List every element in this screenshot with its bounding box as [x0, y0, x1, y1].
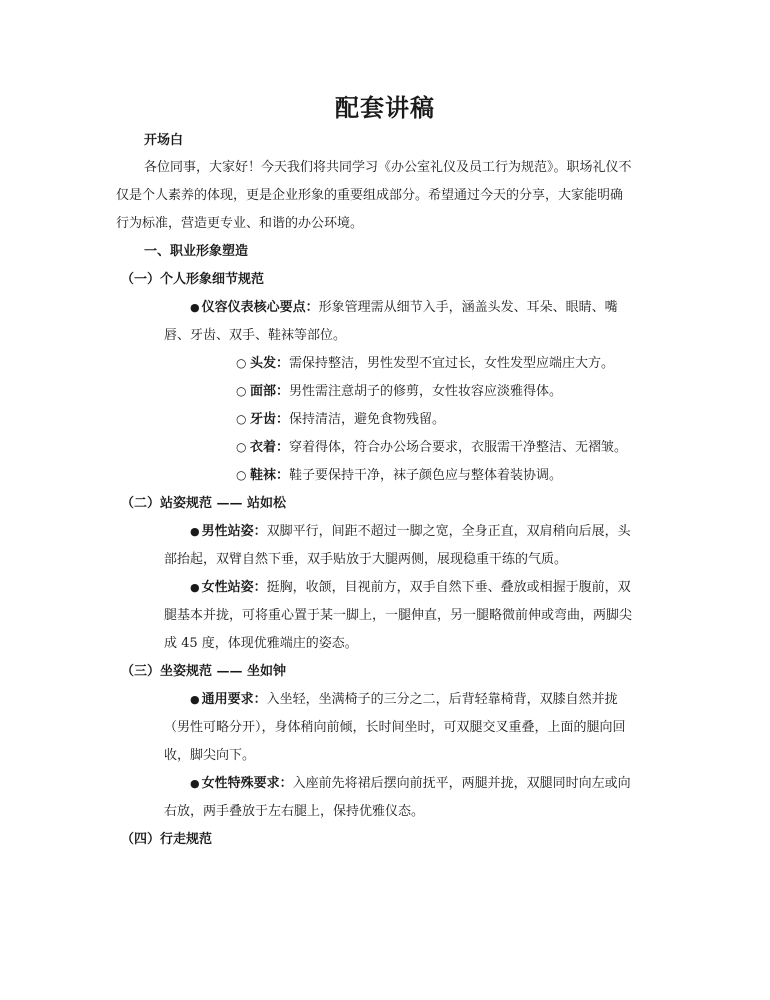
circle-bullet-icon: ○ [236, 412, 247, 426]
section-1-heading: 一、职业形象塑造 [144, 244, 249, 259]
list-item-hair: ○ 头发：需保持整洁，男性发型不宜过长，女性发型应端庄大方。 [236, 356, 615, 371]
sitting-general-bullet: ● 通用要求：入坐轻，坐满椅子的三分之二，后背轻靠椅背，双膝自然并拢 [190, 692, 618, 707]
sitting-female-cont: 右放，两手叠放于左右腿上，保持优雅仪态。 [164, 804, 425, 819]
list-item-shoes: ○ 鞋袜：鞋子要保持干净，袜子颜色应与整体着装协调。 [236, 468, 563, 483]
subsection-3-heading: （三）坐姿规范 —— 坐如钟 [121, 664, 287, 679]
subsection-4-heading: （四）行走规范 [121, 832, 213, 847]
bullet-dot-icon: ● [190, 693, 200, 706]
appearance-bullet: ● 仪容仪表核心要点：形象管理需从细节入手，涵盖头发、耳朵、眼睛、嘴 [190, 300, 618, 315]
bullet-dot-icon: ● [190, 525, 200, 538]
female-stance-cont-2: 成 45 度，体现优雅端庄的姿态。 [164, 636, 358, 651]
sitting-female-bullet: ● 女性特殊要求：入座前先将裙后摆向前抚平，两腿并拢，双腿同时向左或向 [190, 776, 631, 791]
opening-heading: 开场白 [144, 133, 184, 148]
sitting-general-cont-1: （男性可略分开），身体稍向前倾，长时间坐时，可双腿交叉重叠，上面的腿向回 [164, 720, 626, 735]
circle-bullet-icon: ○ [236, 440, 247, 454]
list-item-face: ○ 面部：男性需注意胡子的修剪，女性妆容应淡雅得体。 [236, 384, 563, 399]
page-title: 配套讲稿 [335, 93, 435, 122]
female-stance-bullet: ● 女性站姿：挺胸，收颌，目视前方，双手自然下垂、叠放或相握于腹前，双 [190, 580, 631, 595]
subsection-2-heading: （二）站姿规范 —— 站如松 [121, 496, 287, 511]
subsection-1-heading: （一）个人形象细节规范 [121, 272, 265, 287]
opening-line-2: 仅是个人素养的体现，更是企业形象的重要组成部分。希望通过今天的分享，大家能明确 [116, 188, 624, 203]
list-item-teeth: ○ 牙齿：保持清洁，避免食物残留。 [236, 412, 446, 427]
male-stance-cont: 部抬起，双臂自然下垂，双手贴放于大腿两侧，展现稳重干练的气质。 [164, 552, 568, 567]
female-stance-cont-1: 腿基本并拢，可将重心置于某一脚上，一腿伸直，另一腿略微前伸或弯曲，两脚尖 [164, 608, 633, 623]
list-item-clothing: ○ 衣着：穿着得体，符合办公场合要求，衣服需干净整洁、无褶皱。 [236, 440, 628, 455]
bullet-dot-icon: ● [190, 301, 200, 314]
opening-line-3: 行为标准，营造更专业、和谐的办公环境。 [116, 216, 364, 231]
bullet-dot-icon: ● [190, 581, 200, 594]
opening-line-1: 各位同事，大家好！今天我们将共同学习《办公室礼仪及员工行为规范》。职场礼仪不 [144, 160, 632, 175]
appearance-bullet-cont: 唇、牙齿、双手、鞋袜等部位。 [164, 328, 347, 343]
circle-bullet-icon: ○ [236, 356, 247, 370]
male-stance-bullet: ● 男性站姿：双脚平行，间距不超过一脚之宽，全身正直，双肩稍向后展，头 [190, 524, 631, 539]
bullet-dot-icon: ● [190, 777, 200, 790]
circle-bullet-icon: ○ [236, 468, 247, 482]
circle-bullet-icon: ○ [236, 384, 247, 398]
sitting-general-cont-2: 收，脚尖向下。 [164, 748, 256, 763]
